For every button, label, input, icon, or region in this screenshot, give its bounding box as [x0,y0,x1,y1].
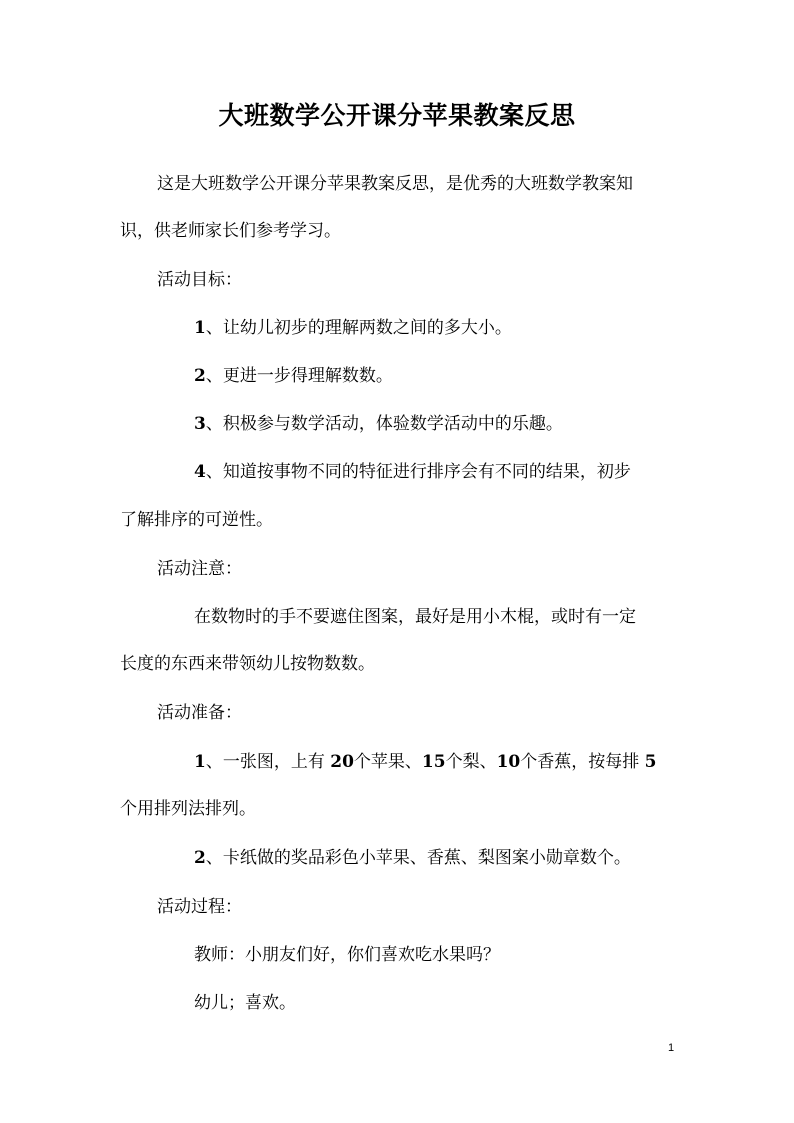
goal-item-2 [194,364,393,388]
prep-1-count-per-row: 5 [644,752,657,772]
goal-3-number: 3 [194,414,206,434]
goal-4-number: 4 [194,462,206,482]
goal-4-text-line1: 、知道按事物不同的特征进行排序会有不同的结果，初步 [205,462,631,482]
goal-item-4 [194,460,631,484]
intro-paragraph-line1: 这是大班数学公开课分苹果教案反思，是优秀的大班数学教案知 [157,174,633,194]
section-heading-process: 活动过程： [157,897,242,917]
prep-1-count-bananas: 10 [496,752,521,772]
goal-2-number: 2 [194,366,206,386]
prep-1-count-apples: 20 [330,752,354,772]
prep-item-1-line2: 个用排列法排列。 [120,799,256,819]
goal-2-text: 、更进一步得理解数数。 [205,366,393,386]
goal-item-3 [194,412,563,436]
prep-1-text-b: 个苹果、 [353,752,422,772]
dialog-line-teacher: 教师：小朋友们好，你们喜欢吃水果吗？ [194,945,500,965]
goal-item-1 [194,316,512,340]
goal-1-text: 、让幼儿初步的理解两数之间的多大小。 [205,318,512,338]
goal-1-number: 1 [194,318,206,338]
section-heading-prep: 活动准备： [157,703,242,723]
dialog-line-children: 幼儿；喜欢。 [194,993,296,1013]
prep-1-text-d: 个香蕉，按每排 [520,752,645,772]
note-paragraph-line1: 在数物时的手不要遮住图案，最好是用小木棍，或时有一定 [194,607,636,627]
section-heading-goals: 活动目标： [157,270,242,290]
prep-1-text-c: 个梨、 [445,752,497,772]
prep-item-2 [194,846,631,870]
note-paragraph-line2: 长度的东西来带领幼儿按物数数。 [120,654,375,674]
goal-4-text-line2: 了解排序的可逆性。 [120,510,273,530]
prep-2-number: 2 [194,848,206,868]
prep-2-text: 、卡纸做的奖品彩色小苹果、香蕉、梨图案小勋章数个。 [205,848,631,868]
prep-item-1-line1 [194,750,657,774]
section-heading-notes: 活动注意： [157,559,242,579]
goal-3-text: 、积极参与数学活动，体验数学活动中的乐趣。 [205,414,563,434]
prep-1-count-pears: 15 [421,752,446,772]
page-number: 1 [668,1042,675,1054]
prep-1-number: 1 [194,752,206,772]
prep-1-text-a: 、一张图，上有 [205,752,331,772]
document-title: 大班数学公开课分苹果教案反思 [218,101,576,130]
intro-paragraph-line2: 识，供老师家长们参考学习。 [120,221,341,241]
